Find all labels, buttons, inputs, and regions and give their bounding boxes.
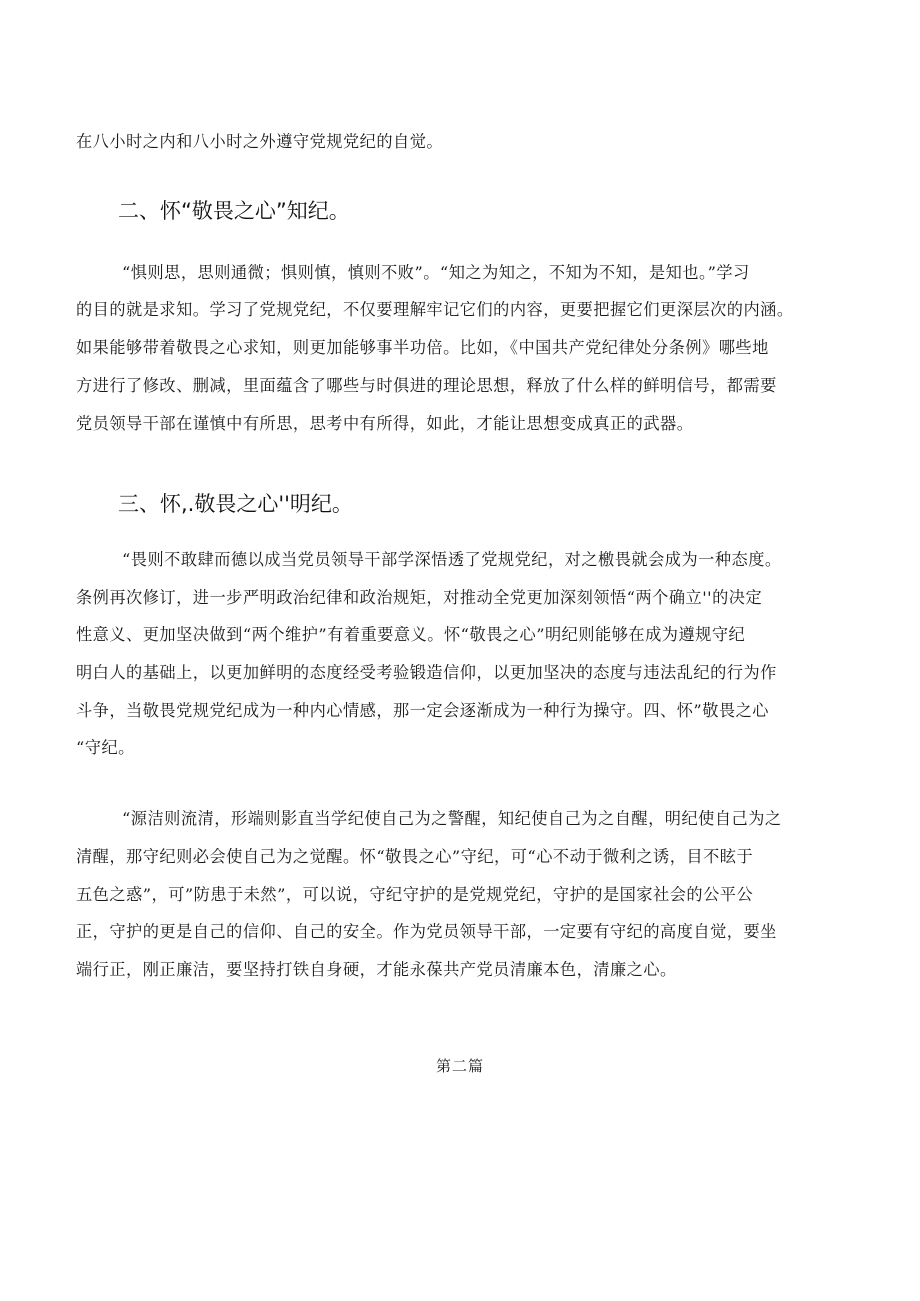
paragraph-line: 条例再次修订，进一步严明政治纪律和政治规矩，对推动全党更加深刻领悟“两个确立''的决定 (76, 588, 763, 607)
paragraph-line: 清醒，那守纪则必会使自己为之觉醒。怀“敬畏之心”守纪，可“心不动于微利之诱，目不眩于 (76, 847, 754, 866)
paragraph-line: “惧则思，思则通微；惧则慎，慎则不败”。“知之为知之，不知为不知，是知也。”学习 (122, 263, 750, 282)
intro-line: 在八小时之内和八小时之外遵守党规党纪的自觉。 (76, 132, 444, 151)
paragraph-line: 端行正，刚正廉洁，要坚持打铁自身硬，才能永葆共产党员清廉本色，清廉之心。 (76, 960, 677, 979)
section-heading-2: 二、怀“敬畏之心”知纪。 (118, 199, 350, 223)
section-heading-3: 三、怀,.敬畏之心''明纪。 (118, 492, 353, 516)
paragraph-line: 如果能够带着敬畏之心求知，则更加能够事半功倍。比如，《中国共产党纪律处分条例》哪些地 (76, 338, 769, 357)
paragraph-line: 的目的就是求知。学习了党规党纪，不仅要理解牢记它们的内容，更要把握它们更深层次的内涵。 (76, 300, 794, 319)
paragraph-line: 正，守护的更是自己的信仰、自己的安全。作为党员领导干部，一定要有守纪的高度自觉，要坐 (76, 922, 777, 941)
paragraph-line: 明白人的基础上，以更加鲜明的态度经受考验锻造信仰，以更加坚决的态度与违法乱纪的行为作 (76, 663, 777, 682)
paragraph-line: 方进行了修改、删减，里面蕴含了哪些与时俱进的理论思想，释放了什么样的鲜明信号，都需要 (76, 376, 777, 395)
paragraph-line: 性意义、更加坚决做到“两个维护”有着重要意义。怀“敬畏之心”明纪则能够在成为遵规守纪 (76, 625, 746, 644)
paragraph-line: 党员领导干部在谨慎中有所思，思考中有所得，如此，才能让思想变成真正的武器。 (76, 414, 694, 433)
paragraph-line: 五色之惑”，可”防患于未然”，可以说，守纪守护的是党规党纪，守护的是国家社会的公平公 (76, 885, 754, 904)
paragraph-line: “畏则不敢肆而德以成当党员领导干部学深悟透了党规党纪，对之檄畏就会成为一种态度。 (122, 550, 782, 569)
next-section-title: 第二篇 (435, 1057, 484, 1075)
paragraph-line: “守纪。 (76, 738, 135, 757)
paragraph-line: “源洁则流清，形端则影直当学纪使自己为之警醒，知纪使自己为之自醒，明纪使自己为之 (122, 809, 782, 828)
paragraph-line: 斗争，当敬畏党规党纪成为一种内心情感，那一定会逐渐成为一种行为操守。四、怀”敬畏之心 (76, 701, 769, 720)
